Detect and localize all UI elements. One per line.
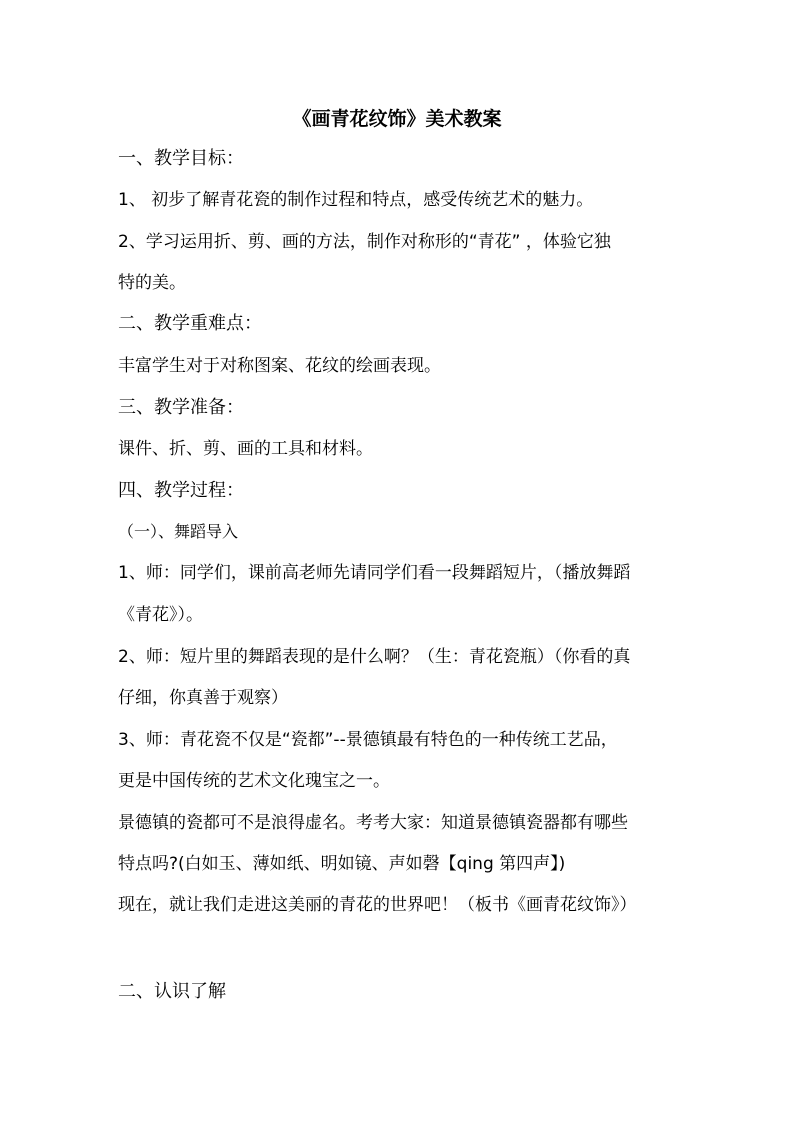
document-title: 《画青花纹饰》美术教案 <box>292 108 502 130</box>
section-heading-preparation: 三、教学准备： <box>118 397 244 418</box>
paragraph-line: 《青花》）。 <box>118 605 203 625</box>
paragraph-line: 1、师：同学们，课前高老师先请同学们看一段舞蹈短片，（播放舞蹈 <box>118 563 631 583</box>
paragraph-line: 2、师：短片里的舞蹈表现的是什么啊？（生：青花瓷瓶）（你看的真 <box>118 647 631 667</box>
section-heading-process: 四、教学过程： <box>118 480 244 501</box>
paragraph-line: 更是中国传统的艺术文化瑰宝之一。 <box>118 771 390 791</box>
paragraph-line: 特的美。 <box>118 273 186 293</box>
paragraph-line: 景德镇的瓷都可不是浪得虚名。考考大家：知道景德镇瓷器都有哪些 <box>118 813 628 833</box>
paragraph-line: 1、 初步了解青花瓷的制作过程和特点，感受传统艺术的魅力。 <box>118 190 594 210</box>
paragraph-line: 丰富学生对于对称图案、花纹的绘画表现。 <box>118 356 441 376</box>
paragraph-line: 3、师：青花瓷不仅是“瓷都”--景德镇最有特色的一种传统工艺品， <box>118 730 618 750</box>
paragraph-line: 特点吗?(白如玉、薄如纸、明如镜、声如磬【qing 第四声】) <box>118 854 566 874</box>
section-heading-goals: 一、教学目标： <box>118 148 244 169</box>
section-heading-understand: 二、认识了解 <box>118 981 226 1002</box>
paragraph-line: 课件、折、剪、画的工具和材料。 <box>118 439 373 459</box>
paragraph-line: 2、学习运用折、剪、画的方法，制作对称形的“青花” ，体验它独 <box>118 232 611 252</box>
subsection-heading: （一）、舞蹈导入 <box>118 522 239 541</box>
paragraph-line: 仔细，你真善于观察） <box>118 688 288 708</box>
section-heading-key-points: 二、教学重难点： <box>118 313 262 334</box>
paragraph-line: 现在，就让我们走进这美丽的青花的世界吧！（板书《画青花纹饰》） <box>118 895 637 915</box>
